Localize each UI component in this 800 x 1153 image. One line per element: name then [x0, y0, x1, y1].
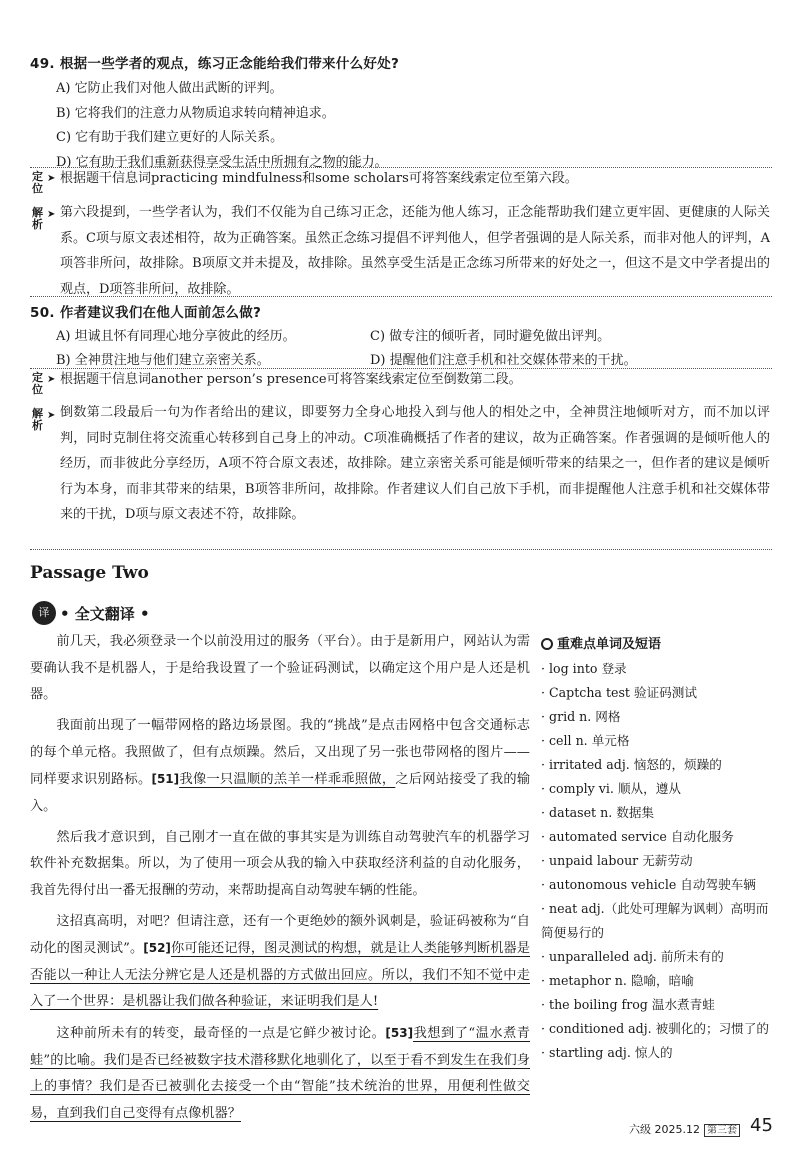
vocab-item: · irritated adj. 恼怒的，烦躁的 [541, 757, 722, 772]
translation-paragraph [30, 909, 530, 1016]
vocab-item: · unpaid labour 无薪劳动 [541, 853, 693, 868]
target-icon [541, 638, 553, 650]
translation-paragraph [30, 1020, 530, 1127]
q50-locate-tag: 定位 [32, 371, 43, 396]
vocab-heading-text: 重难点单词及短语 [557, 637, 662, 652]
translation-text: 我面前出现了一幅带网格的路边场景图。我的“挑战”是点击网格中包含交通标志的每个单元格。我照做了，但有点烦躁。然后，又出现了另一张也带网格的图片——同样要求识别路标。 [30, 718, 530, 787]
translation-paragraph: 然后我才意识到，自己刚才一直在做的事其实是为训练自动驾驶汽车的机器学习软件补充数据集。所以，为了使用一项会从我的输入中获取经济利益的自动化服务，我首先得付出一番无报酬的劳动，来帮助提高自动驾驶车辆的性能。 [30, 829, 530, 898]
vocab-item: · grid n. 网格 [541, 709, 621, 724]
q49-locate-text: 根据题干信息词practicing mindfulness和some scholars可将答案线索定位至第六段。 [60, 171, 578, 186]
translation-paragraph: 前几天，我必须登录一个以前没用过的服务（平台）。由于是新用户，网站认为需要确认我不是机器人，于是给我设置了一个验证码测试，以确定这个用户是人还是机器。 [30, 634, 530, 702]
q50-option-d: D) 提醒他们注意手机和社交媒体带来的干扰。 [370, 353, 637, 368]
vocab-heading [541, 633, 661, 652]
translation-body [30, 629, 530, 1132]
vocab-item: · dataset n. 数据集 [541, 805, 655, 820]
vocab-item: · the boiling frog 温水煮青蛙 [541, 997, 715, 1012]
vocab-item: · comply vi. 顺从，遵从 [541, 781, 681, 796]
q49-option-c: C) 它有助于我们建立更好的人际关系。 [56, 130, 284, 145]
q50-locate-text: 根据题干信息词another person’s presence可将答案线索定位至倒数第二段。 [60, 372, 522, 387]
vocab-item: · autonomous vehicle 自动驾驶车辆 [541, 877, 756, 892]
page-footer [629, 1121, 744, 1137]
question-marker: [53] [385, 1026, 414, 1040]
q50-analysis-text: 倒数第二段最后一句为作者给出的建议，即要努力全身心地投入到与他人的相处之中，全神贯注地倾听对方，而不加以评判，同时克制住将交流重心转移到自己身上的冲动。C项准确概括了作者的建议，故为正确答案。作者强调的是倾听他人的经历，而非彼此分享经历，A项不符合原文表述，故排除。建立亲密关系可能是倾听带来的结果之一，但作者的建议是倾听行为本身，而非其带来的结果，B项答非所问，故排除。作者建议人们自己放下手机，而非提醒他人注意手机和社交媒体带来的干扰，D项与原文表述不符，故排除。 [60, 405, 770, 522]
vocab-item: · metaphor n. 隐喻，暗喻 [541, 973, 694, 988]
q49-analysis-tag: 解析 [32, 206, 43, 231]
translate-icon: 译 [32, 601, 56, 625]
translation-text: 之后网站接受了我的输入。 [30, 772, 531, 814]
vocab-item: · Captcha test 验证码测试 [541, 685, 697, 700]
underlined-answer-text: 你可能还记得，图灵测试的构想，就是让人类能够判断机器是否能以一种让人无法分辨它是人还是机器的方式做出回应。所以，我们不知不觉中走入了一个世界：是机器让我们做各种验证，来证明我们是人! [30, 941, 530, 1009]
q49-locate-tag: 定位 [32, 170, 43, 195]
translation-paragraph [30, 713, 530, 820]
question-marker: [51] [151, 772, 180, 786]
underlined-answer-text: 我想到了“温水煮青蛙”的比喻。我们是否已经被数字技术潜移默化地驯化了，以至于看不到发生在我们身上的事情？我们是否已被驯化去接受一个由“智能”技术统治的世界，用便利性做交易，直到我们自己变得有点像机器？ [30, 1026, 530, 1121]
q49-option-b: B) 它将我们的注意力从物质追求转向精神追求。 [56, 106, 335, 121]
vocab-item: · neat adj.（此处可理解为讽刺）高明而简便易行的 [541, 901, 769, 940]
arrow-icon: ➤ [47, 173, 56, 184]
footer-box: 第三套 [704, 1124, 740, 1137]
underlined-answer-text: 我像一只温顺的羔羊一样乖乖照做， [179, 772, 396, 787]
q50-option-a: A) 坦诚且怀有同理心地分享彼此的经历。 [56, 329, 296, 344]
passage-title: Passage Two [30, 563, 149, 583]
page-number: 45 [750, 1115, 773, 1136]
vocab-item: · conditioned adj. 被驯化的；习惯了的 [541, 1021, 769, 1036]
vocab-item: · startling adj. 惊人的 [541, 1045, 673, 1060]
arrow-icon: ➤ [47, 209, 56, 220]
arrow-icon: ➤ [47, 374, 56, 385]
q49-option-a: A) 它防止我们对他人做出武断的评判。 [56, 81, 283, 96]
question-50-title: 50. 作者建议我们在他人面前怎么做? [30, 305, 262, 321]
q50-option-c: C) 做专注的倾听者，同时避免做出评判。 [370, 329, 611, 344]
translation-heading: • 全文翻译 • [60, 605, 150, 623]
translation-text: 这招真高明，对吧？但请注意，还有一个更绝妙的额外讽刺是，验证码被称为“自动化的图灵测试”。 [30, 913, 530, 956]
vocab-list [541, 657, 771, 1065]
translation-text: 这种前所未有的转变，最奇怪的一点是它鲜少被讨论。 [56, 1026, 386, 1041]
vocab-item: · unparalleled adj. 前所未有的 [541, 949, 724, 964]
vocab-item: · cell n. 单元格 [541, 733, 630, 748]
q49-option-d: D) 它有助于我们重新获得享受生活中所拥有之物的能力。 [56, 155, 388, 170]
q50-option-b: B) 全神贯注地与他们建立亲密关系。 [56, 353, 270, 368]
footer-label: 六级 2025.12 [629, 1123, 700, 1136]
q49-analysis-text: 第六段提到，一些学者认为，我们不仅能为自己练习正念，还能为他人练习，正念能帮助我们建立更牢固、更健康的人际关系。C项与原文表述相符，故为正确答案。虽然正念练习提倡不评判他人，但学者强调的是人际关系，而非对他人的评判，A项答非所问，故排除。B项原文并未提及，故排除。虽然享受生活是正念练习所带来的好处之一，但这不是文中学者提出的观点，D项答非所问，故排除。 [60, 205, 770, 297]
vocab-item: · automated service 自动化服务 [541, 829, 734, 844]
vocab-item: · log into 登录 [541, 661, 627, 676]
q50-analysis-tag: 解析 [32, 407, 43, 432]
question-49-title: 49. 根据一些学者的观点，练习正念能给我们带来什么好处? [30, 56, 400, 72]
arrow-icon: ➤ [47, 410, 56, 421]
question-marker: [52] [143, 941, 171, 955]
